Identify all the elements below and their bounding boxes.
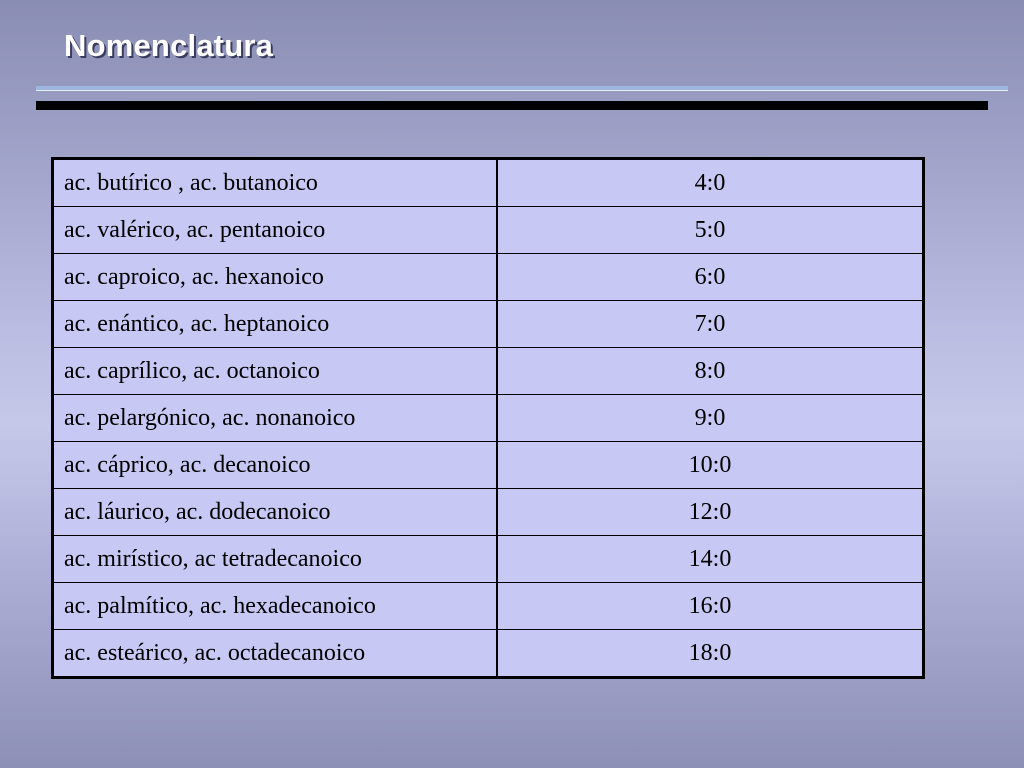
table-row [53, 630, 924, 678]
acid-code-cell: 12:0 [497, 489, 924, 536]
acid-name-cell: ac. esteárico, ac. octadecanoico [53, 630, 498, 678]
table-row [53, 536, 924, 583]
table-row [53, 489, 924, 536]
acid-code-cell: 6:0 [497, 254, 924, 301]
table-row [53, 583, 924, 630]
acid-name-cell: ac. valérico, ac. pentanoico [53, 207, 498, 254]
acid-code-cell: 7:0 [497, 301, 924, 348]
acid-name-cell: ac. láurico, ac. dodecanoico [53, 489, 498, 536]
acid-name-cell: ac. butírico , ac. butanoico [53, 159, 498, 207]
acid-name-cell: ac. cáprico, ac. decanoico [53, 442, 498, 489]
title-underline-dark [36, 101, 988, 110]
acid-code-cell: 14:0 [497, 536, 924, 583]
acid-code-cell: 4:0 [497, 159, 924, 207]
acid-code-cell: 18:0 [497, 630, 924, 678]
acid-code-cell: 16:0 [497, 583, 924, 630]
table-row [53, 348, 924, 395]
table-row [53, 159, 924, 207]
title-underline-light [36, 86, 1008, 91]
acid-name-cell: ac. caprílico, ac. octanoico [53, 348, 498, 395]
table-row [53, 442, 924, 489]
table-row [53, 301, 924, 348]
table-row [53, 254, 924, 301]
acid-code-cell: 9:0 [497, 395, 924, 442]
fatty-acid-nomenclature-table [51, 157, 925, 679]
slide-title: Nomenclatura [64, 28, 274, 63]
acid-name-cell: ac. palmítico, ac. hexadecanoico [53, 583, 498, 630]
acid-code-cell: 10:0 [497, 442, 924, 489]
table-row [53, 395, 924, 442]
acid-name-cell: ac. enántico, ac. heptanoico [53, 301, 498, 348]
acid-code-cell: 5:0 [497, 207, 924, 254]
acid-name-cell: ac. caproico, ac. hexanoico [53, 254, 498, 301]
acid-name-cell: ac. mirístico, ac tetradecanoico [53, 536, 498, 583]
acid-code-cell: 8:0 [497, 348, 924, 395]
acid-name-cell: ac. pelargónico, ac. nonanoico [53, 395, 498, 442]
table-row [53, 207, 924, 254]
